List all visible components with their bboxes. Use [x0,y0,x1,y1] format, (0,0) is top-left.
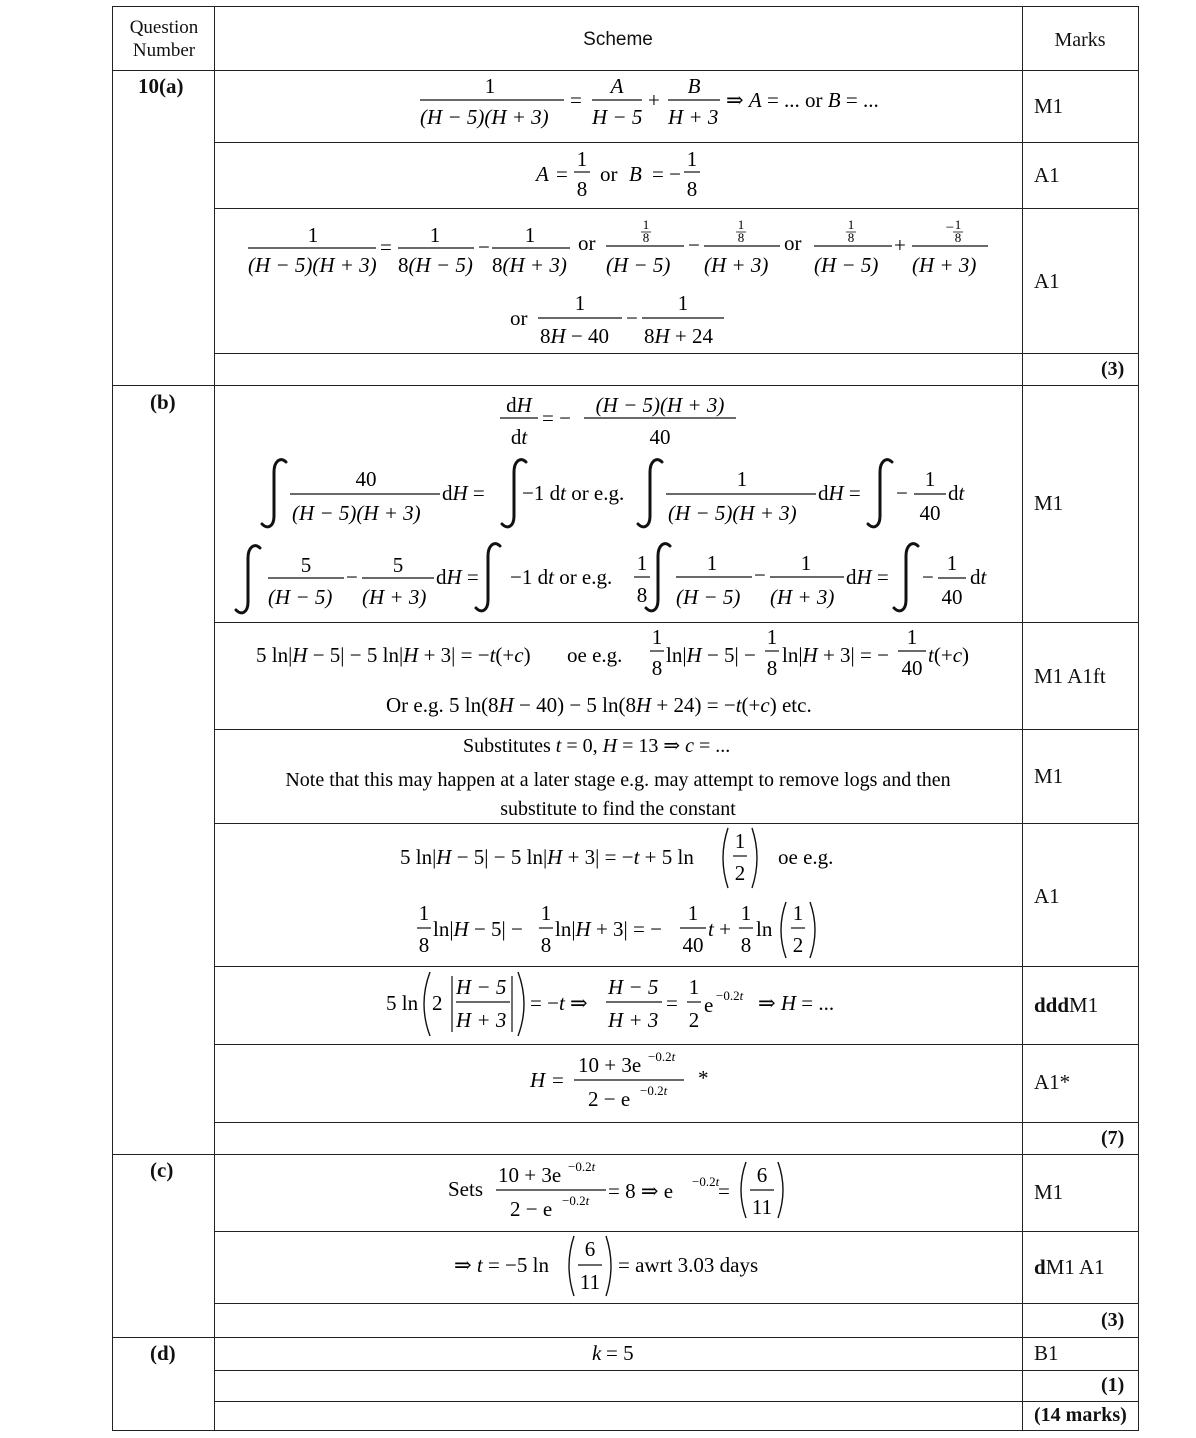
svg-text:1: 1 [946,551,958,575]
svg-text:(H + 3): (H + 3) [362,585,427,609]
svg-text:(H − 5): (H − 5) [676,585,741,609]
header-scheme: Scheme [583,29,653,50]
svg-text:8: 8 [576,177,588,201]
svg-text:=: = [552,1068,564,1092]
svg-text:k: k [592,1341,602,1365]
svg-text:H − 5: H − 5 [456,975,507,999]
svg-text:40: 40 [941,585,963,609]
scheme-c-2 [454,1236,758,1296]
svg-text:8H + 24: 8H + 24 [644,324,714,348]
mark-b-5-code: M1 [1069,993,1099,1017]
svg-text:t(+c): t(+c) [928,643,970,667]
svg-text:−: − [688,233,700,257]
svg-text:1: 1 [924,467,936,491]
svg-text:= 5: = 5 [606,1341,634,1365]
svg-text:8: 8 [737,230,745,245]
svg-text:1: 1 [576,147,588,171]
svg-text:1: 1 [636,551,648,575]
svg-text:e: e [704,993,714,1017]
svg-text:11: 11 [579,1270,601,1294]
svg-text:1: 1 [651,625,663,649]
svg-text:ln: ln [756,917,773,941]
svg-text:1: 1 [740,901,752,925]
total-d: (1) [1101,1374,1125,1396]
svg-text:1: 1 [418,901,430,925]
svg-text:2: 2 [734,861,746,885]
svg-text:(H − 5): (H − 5) [606,253,671,277]
mark-a-1: M1 [1034,94,1064,118]
svg-text:Substitutes t = 0, H = 13 ⇒ c: Substitutes t = 0, H = 13 ⇒ c = ... [463,735,731,757]
svg-text:t +: t + [708,917,731,941]
svg-text:1: 1 [429,223,441,247]
svg-text:1: 1 [687,901,699,925]
mark-c-2-prefix: d [1034,1255,1046,1279]
svg-text:=: = [380,235,392,259]
svg-text:5 ln: 5 ln [386,991,419,1015]
svg-text:(H + 3): (H + 3) [704,253,769,277]
grand-total: (14 marks) [1034,1404,1127,1426]
svg-text:= −: = − [542,406,571,430]
svg-text:40: 40 [919,501,941,525]
svg-text:ln|H + 3| = −: ln|H + 3| = − [782,643,889,667]
mark-b-5-prefix: ddd [1034,993,1070,1017]
mark-c-1: M1 [1034,1180,1064,1204]
scheme-b-5 [386,972,834,1036]
svg-text:1: 1 [484,74,496,98]
svg-text:=: = [718,1179,730,1203]
svg-text:⇒ t = −5 ln: ⇒ t = −5 ln [454,1253,549,1277]
svg-text:1: 1 [734,829,746,853]
mark-a-3: A1 [1034,269,1060,293]
scheme-a-3 [248,217,988,348]
svg-text:11: 11 [751,1195,773,1219]
svg-text:1: 1 [307,223,319,247]
svg-text:5 ln|H − 5| − 5 ln|H + 3| = −t: 5 ln|H − 5| − 5 ln|H + 3| = −t(+c) [256,643,531,667]
scheme-d-1 [592,1341,634,1365]
header-marks: Marks [1054,29,1106,51]
scheme-b-3 [285,735,950,820]
svg-text:or: or [600,162,618,186]
svg-text:8: 8 [954,230,962,245]
svg-text:1: 1 [524,223,536,247]
mark-b-3: M1 [1034,764,1064,788]
svg-text:dH =: dH = [442,481,485,505]
svg-text:2 − e: 2 − e [510,1197,553,1221]
svg-text:−: − [346,565,358,589]
svg-text:B: B [687,74,701,98]
svg-text:−1 dt or e.g.: −1 dt or e.g. [522,481,625,505]
svg-text:dt: dt [948,481,965,505]
svg-text:40: 40 [901,656,923,680]
svg-text:8(H − 5): 8(H − 5) [398,253,473,277]
svg-text:1: 1 [736,467,748,491]
svg-text:(H + 3): (H + 3) [912,253,977,277]
svg-text:or: or [510,306,528,330]
svg-text:dH: dH [506,393,532,417]
svg-text:8: 8 [636,583,648,607]
part-label-b: (b) [150,390,176,414]
header-question-number: Question Number [129,17,199,61]
svg-text:40: 40 [355,467,377,491]
svg-text:H + 3: H + 3 [668,105,719,129]
svg-text:+: + [894,233,906,257]
svg-text:1: 1 [706,551,718,575]
svg-text:= 8 ⇒ e: = 8 ⇒ e [608,1179,674,1203]
mark-b-1: M1 [1034,491,1064,515]
svg-text:−: − [754,563,766,587]
svg-text:=: = [570,88,582,112]
svg-text:A: A [610,74,624,98]
svg-text:ln|H − 5| −: ln|H − 5| − [666,643,756,667]
scheme-c-1 [448,1159,783,1221]
total-c: (3) [1101,1309,1125,1331]
svg-text:H + 3: H + 3 [456,1008,507,1032]
svg-text:1: 1 [766,625,778,649]
svg-text:5: 5 [300,553,312,577]
svg-text:1: 1 [686,147,698,171]
svg-text:6: 6 [584,1237,596,1261]
scheme-b-1 [236,393,988,613]
svg-text:H: H [530,1068,546,1092]
scheme-b-2 [256,625,969,717]
svg-text:1: 1 [642,217,650,232]
scheme-a-1 [420,74,879,129]
svg-text:dt: dt [970,565,987,589]
svg-text:dH =: dH = [436,565,479,589]
svg-text:1: 1 [792,901,804,925]
svg-text:−0.2t: −0.2t [648,1049,676,1064]
svg-text:−0.2t: −0.2t [716,988,744,1003]
total-a: (3) [1101,358,1125,380]
svg-text:−0.2t: −0.2t [562,1193,590,1208]
svg-text:(H − 5)(H + 3): (H − 5)(H + 3) [292,501,421,525]
svg-text:A: A [536,162,549,186]
svg-text:ln|H + 3| = −: ln|H + 3| = − [555,917,662,941]
svg-text:5 ln|H − 5| − 5 ln|H + 3| = −t: 5 ln|H − 5| − 5 ln|H + 3| = −t + 5 ln [400,845,694,869]
svg-text:8: 8 [740,933,752,957]
svg-text:(H − 5)(H + 3): (H − 5)(H + 3) [595,393,725,417]
svg-text:ln|H − 5| −: ln|H − 5| − [433,917,523,941]
svg-text:1: 1 [954,217,962,232]
svg-text:−: − [478,235,490,259]
svg-text:10 + 3e: 10 + 3e [498,1163,562,1187]
svg-text:Or e.g. 5 ln(8H − 40) − 5 ln(: Or e.g. 5 ln(8H − 40) − 5 ln(8H + 24) = −t(+c) etc. [386,693,812,717]
total-b: (7) [1101,1127,1125,1149]
svg-text:= −t ⇒: = −t ⇒ [530,991,588,1015]
svg-text:=: = [666,991,678,1015]
svg-text:40: 40 [649,425,671,449]
svg-text:or: or [784,231,802,255]
scheme-b-4 [400,828,833,958]
svg-text:−0.2t: −0.2t [568,1159,596,1174]
svg-text:(H − 5)(H + 3): (H − 5)(H + 3) [668,501,797,525]
svg-text:1: 1 [800,551,812,575]
svg-text:H + 3: H + 3 [608,1008,659,1032]
svg-text:1: 1 [677,291,689,315]
svg-text:dH =: dH = [818,481,861,505]
svg-text:8: 8 [642,230,650,245]
svg-text:−: − [626,306,638,330]
svg-text:−0.2t: −0.2t [640,1083,668,1098]
mark-d-1: B1 [1034,1341,1059,1365]
svg-text:1: 1 [906,625,918,649]
svg-text:dH =: dH = [846,565,889,589]
svg-text:−: − [896,481,908,505]
svg-text:1: 1 [540,901,552,925]
mark-b-2: M1 A1ft [1034,664,1106,688]
svg-text:2: 2 [432,991,443,1015]
svg-text:=: = [556,162,568,186]
scheme-a-2 [534,147,700,201]
svg-text:H − 5: H − 5 [592,105,643,129]
mark-c-2-code: M1 A1 [1045,1255,1105,1279]
svg-text:Sets: Sets [448,1177,484,1201]
svg-text:H − 5: H − 5 [608,975,659,999]
svg-text:substitute to find the constan: substitute to find the constant [500,798,736,820]
svg-text:5: 5 [392,553,404,577]
svg-text:−: − [945,220,955,236]
svg-text:8(H + 3): 8(H + 3) [492,253,567,277]
svg-text:(H + 3): (H + 3) [770,585,835,609]
svg-text:2 − e: 2 − e [588,1087,631,1111]
svg-text:(H − 5)(H + 3): (H − 5)(H + 3) [420,105,549,129]
svg-text:Note that this may happen at a: Note that this may happen at a later stage e.g. may attempt to remove logs and then [285,769,951,791]
mark-b-6: A1* [1034,1070,1071,1094]
svg-text:oe e.g.: oe e.g. [778,845,834,869]
svg-text:B: B [629,162,642,186]
svg-text:⇒ H = ...: ⇒ H = ... [758,991,835,1015]
svg-text:−1 dt or e.g.: −1 dt or e.g. [510,565,613,589]
svg-text:oe e.g.: oe e.g. [567,643,623,667]
svg-text:−: − [922,565,934,589]
svg-text:1: 1 [847,217,855,232]
svg-text:= −: = − [652,162,681,186]
mark-b-4: A1 [1034,884,1060,908]
svg-text:or: or [578,231,596,255]
svg-text:8H − 40: 8H − 40 [540,324,610,348]
svg-text:2: 2 [688,1008,700,1032]
svg-text:6: 6 [756,1163,768,1187]
svg-text:−0.2t: −0.2t [692,1174,720,1189]
svg-text:2: 2 [792,933,804,957]
svg-text:8: 8 [540,933,552,957]
svg-text:1: 1 [737,217,745,232]
svg-text:1: 1 [574,291,586,315]
part-label-10a: 10(a) [138,74,184,98]
svg-text:8: 8 [418,933,430,957]
svg-text:8: 8 [766,656,778,680]
scheme-b-6 [529,1049,709,1111]
svg-text:(H − 5): (H − 5) [814,253,879,277]
svg-text:40: 40 [682,933,704,957]
part-label-c: (c) [150,1158,174,1182]
svg-text:(H − 5): (H − 5) [268,585,333,609]
mark-a-2: A1 [1034,163,1060,187]
svg-text:8: 8 [847,230,855,245]
svg-text:+: + [648,88,660,112]
svg-text:8: 8 [651,656,663,680]
svg-text:1: 1 [688,975,700,999]
svg-text:= awrt 3.03 days: = awrt 3.03 days [618,1253,759,1277]
part-label-d: (d) [150,1341,176,1365]
svg-text:8: 8 [686,177,698,201]
svg-text:(H − 5)(H + 3): (H − 5)(H + 3) [248,253,377,277]
svg-text:10 + 3e: 10 + 3e [578,1053,642,1077]
svg-text:⇒ A = ... or B = ...: ⇒ A = ... or B = ... [726,88,879,112]
svg-text:dt: dt [510,425,528,449]
svg-text:*: * [698,1066,709,1090]
